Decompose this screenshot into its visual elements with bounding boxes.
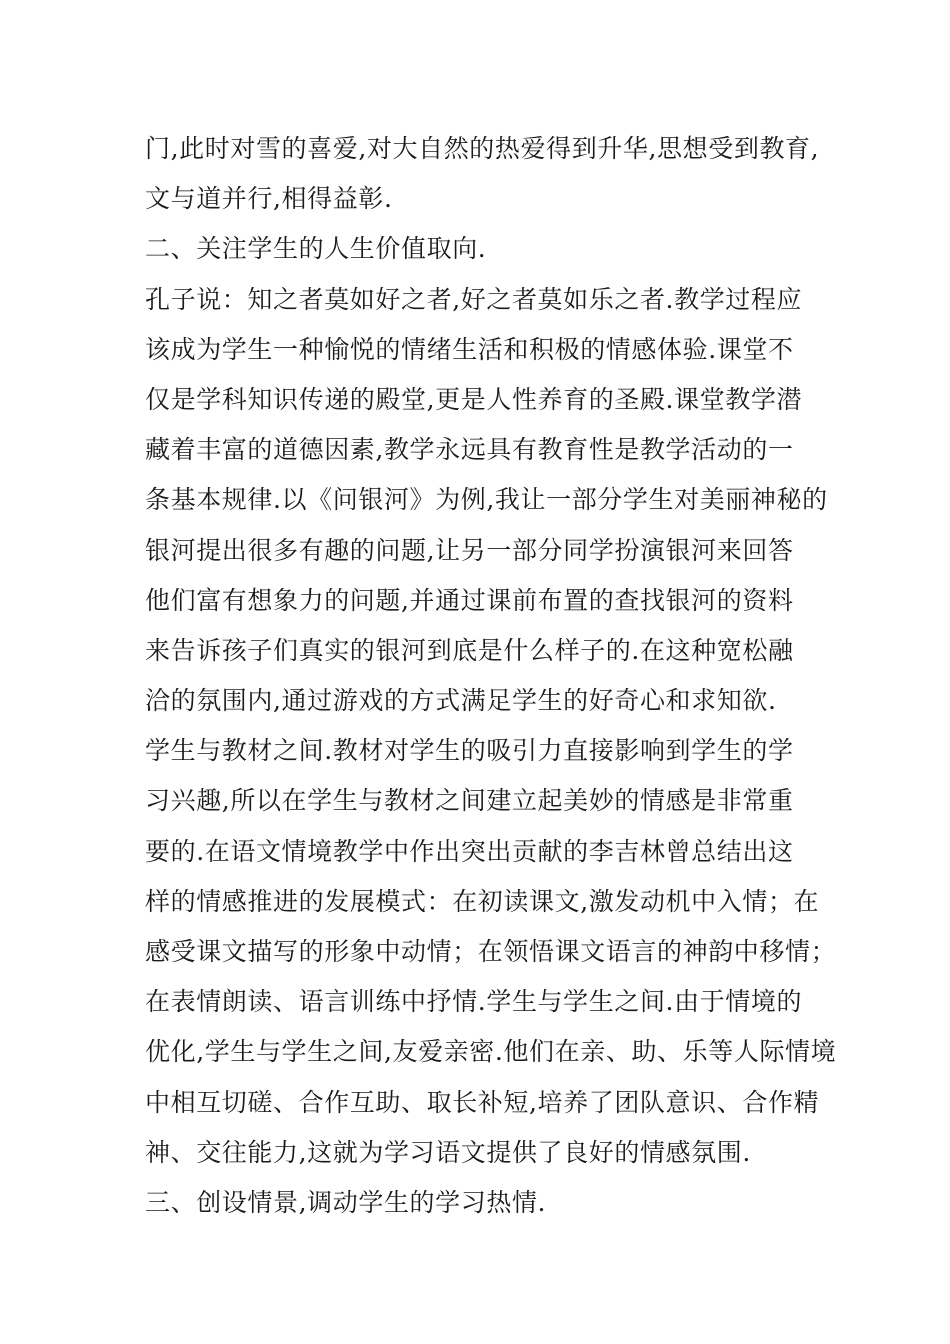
- text-line: 孔子说：知之者莫如好之者,好之者莫如乐之者.教学过程应: [145, 284, 803, 314]
- text-line: 中相互切磋、合作互助、取长补短,培养了团队意识、合作精: [145, 1087, 820, 1117]
- text-line: 神、交往能力,这就为学习语文提供了良好的情感氛围.: [145, 1137, 751, 1167]
- document-body: [145, 124, 837, 1228]
- text-line: 在表情朗读、语言训练中抒情.学生与学生之间.由于情境的: [145, 987, 803, 1017]
- text-line: 门,此时对雪的喜爱,对大自然的热爱得到升华,思想受到教育,: [145, 134, 820, 163]
- text-line: 洽的氛围内,通过游戏的方式满足学生的好奇心和求知欲.: [145, 686, 777, 716]
- text-line: 感受课文描写的形象中动情；在领悟课文语言的神韵中移情；: [145, 937, 837, 966]
- text-line: 条基本规律.以《问银河》为例,我让一部分学生对美丽神秘的: [145, 485, 828, 515]
- text-line: 文与道并行,相得益彰.: [145, 184, 393, 214]
- section-heading: 三、创设情景,调动学生的学习热情.: [145, 1187, 547, 1217]
- text-line: 要的.在语文情境教学中作出突出贡献的李吉林曾总结出这: [145, 836, 794, 866]
- text-line: 学生与教材之间.教材对学生的吸引力直接影响到学生的学: [145, 736, 794, 766]
- text-line: 仅是学科知识传递的殿堂,更是人性养育的圣殿.课堂教学潜: [145, 384, 803, 414]
- text-line: 银河提出很多有趣的问题,让另一部分同学扮演银河来回答: [145, 535, 794, 565]
- text-line: 该成为学生一种愉悦的情绪生活和积极的情感体验.课堂不: [145, 334, 794, 364]
- text-line: 他们富有想象力的问题,并通过课前布置的查找银河的资料: [145, 585, 794, 615]
- text-line: 习兴趣,所以在学生与教材之间建立起美妙的情感是非常重: [145, 786, 794, 816]
- text-line: 来告诉孩子们真实的银河到底是什么样子的.在这种宽松融: [145, 635, 794, 665]
- text-line: 优化,学生与学生之间,友爱亲密.他们在亲、助、乐等人际情境: [145, 1037, 837, 1067]
- text-line: 藏着丰富的道德因素,教学永远具有教育性是教学活动的一: [145, 435, 794, 465]
- section-heading: 二、关注学生的人生价值取向.: [145, 234, 487, 264]
- text-line: 样的情感推进的发展模式：在初读课文,激发动机中入情；在: [145, 886, 820, 916]
